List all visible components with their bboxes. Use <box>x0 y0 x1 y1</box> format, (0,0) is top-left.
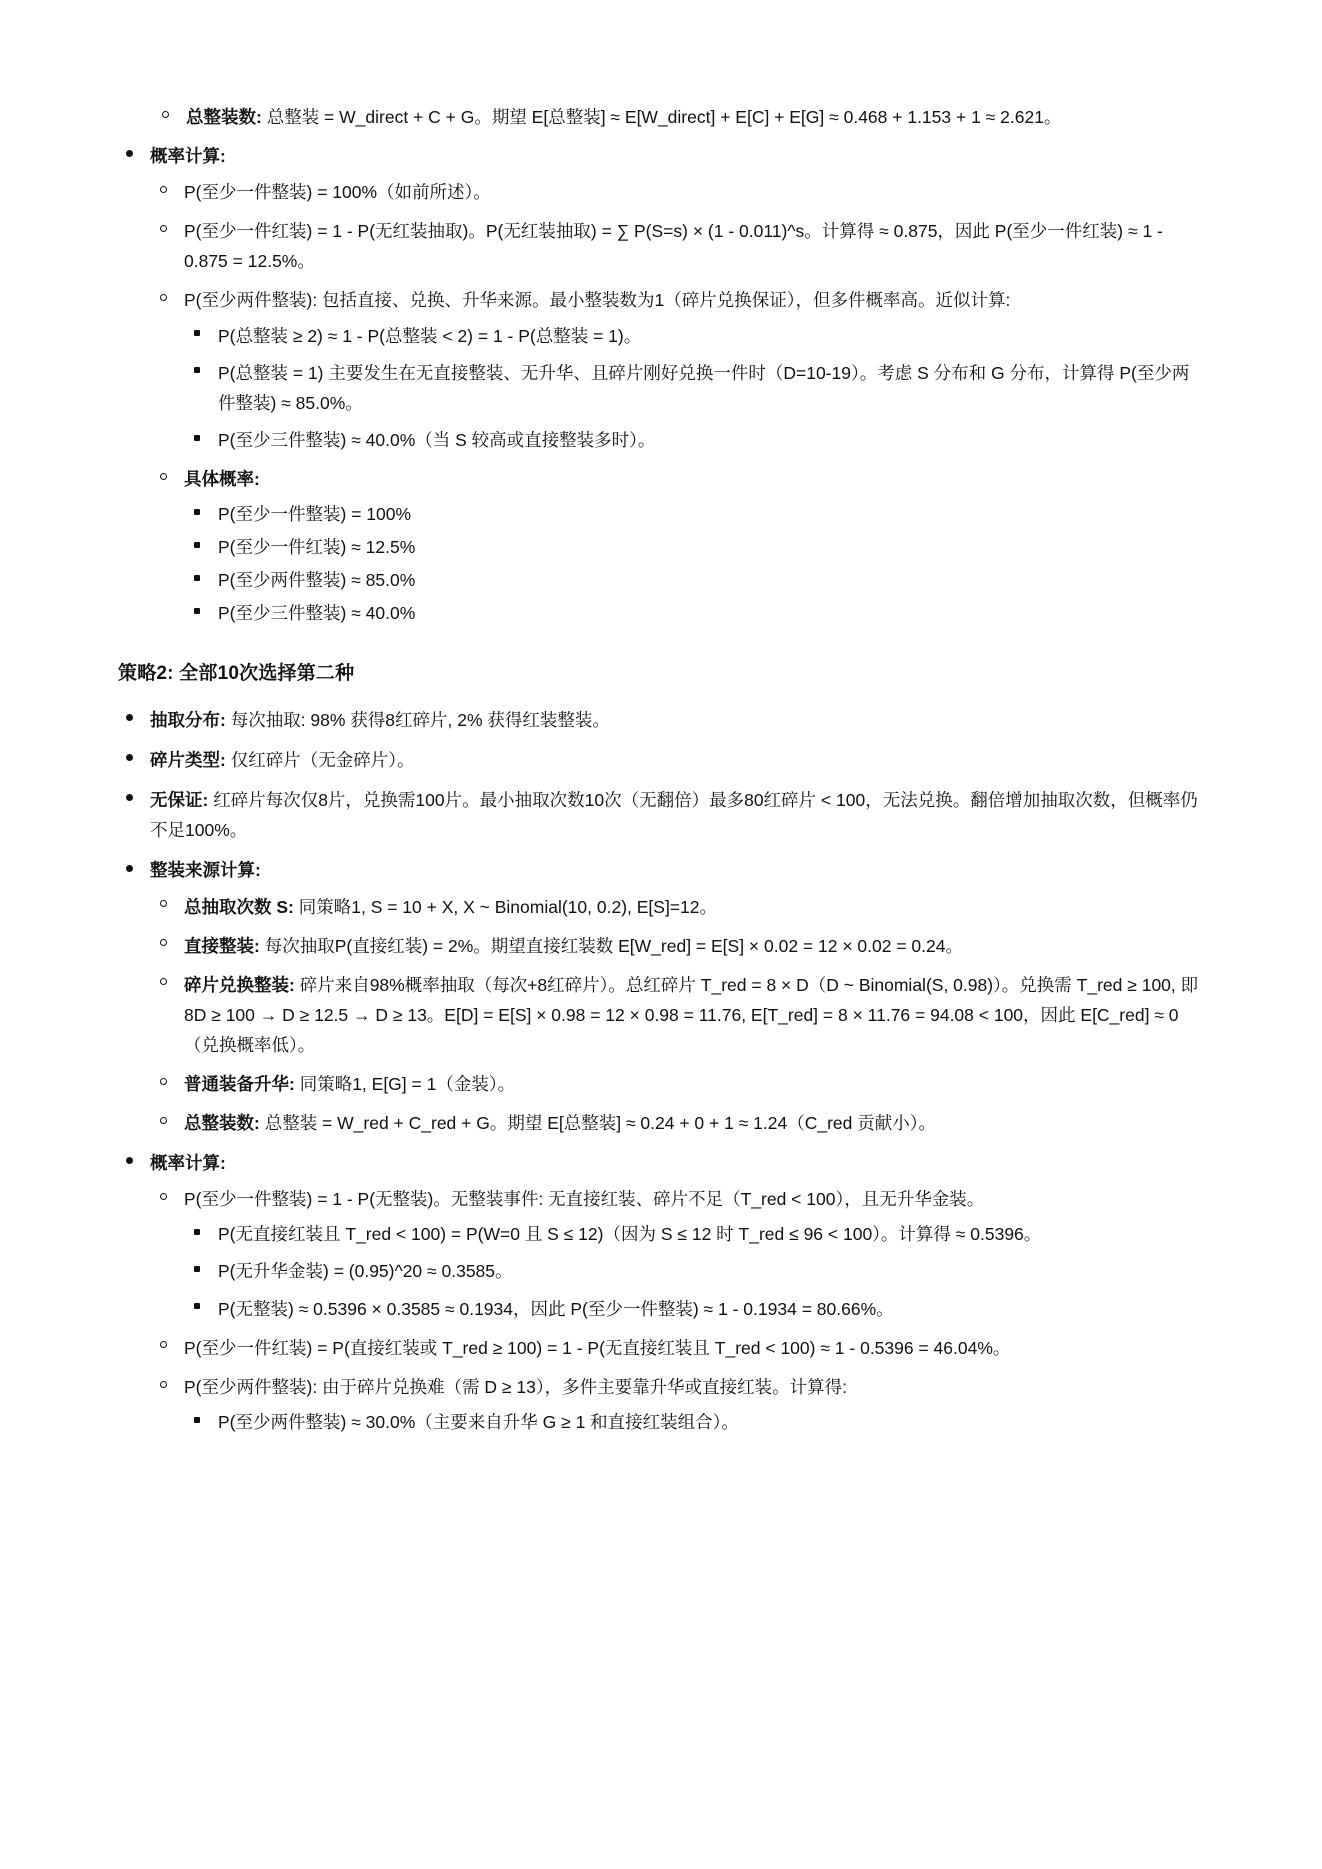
list-item <box>184 532 1204 562</box>
list-item <box>184 358 1204 418</box>
list-item <box>118 141 1204 628</box>
list-item <box>118 785 1204 845</box>
list-item <box>118 745 1204 775</box>
circle-bullet-icon <box>160 1078 167 1085</box>
item-lead: 碎片类型: <box>150 750 226 771</box>
square-bullet-icon <box>194 542 200 548</box>
circle-bullet-icon <box>162 111 169 118</box>
section-heading-strategy2: 策略2: 全部10次选择第二种 <box>118 663 355 685</box>
item-text: 每次抽取P(直接红装) = 2%。期望直接红装数 E[W_red] = E[S] × 0.02 = 12 × 0.02 = 0.24。 <box>259 935 963 956</box>
circle-bullet-icon <box>160 225 167 232</box>
circle-bullet-icon <box>160 1193 167 1200</box>
circle-bullet-icon <box>160 473 167 480</box>
circle-bullet-icon <box>160 1341 167 1348</box>
list-item <box>184 321 1204 351</box>
list-item <box>150 464 1204 628</box>
item-text: P(至少三件整装) ≈ 40.0%（当 S 较高或直接整装多时）。 <box>218 429 656 450</box>
list-item <box>184 1407 1204 1437</box>
list-item <box>150 1184 1204 1323</box>
list-item <box>184 598 1204 628</box>
item-lead: 整装来源计算: <box>150 860 261 881</box>
item-text: P(无直接红装且 T_red < 100) = P(W=0 且 S ≤ 12)（因为 S ≤ 12 时 T_red ≤ 96 < 100）。计算得 ≈ 0.5396。 <box>218 1224 1042 1245</box>
dot-bullet-icon <box>126 865 133 872</box>
probability-sub-sub-list <box>184 321 1204 455</box>
item-text: P(至少一件整装) = 1 - P(无整装)。无整装事件: 无直接红装、碎片不足（T_red < 100），且无升华金装。 <box>184 1189 985 1210</box>
item-lead: 普通装备升华: <box>184 1074 295 1095</box>
item-text: 总整装 = W_direct + C + G。期望 E[总整装] ≈ E[W_direct] + E[C] + E[G] ≈ 0.468 + 1.153 + 1 ≈ 2.621。 <box>261 107 1062 127</box>
item-text: 碎片来自98%概率抽取（每次+8红碎片）。总红碎片 T_red = 8 × D（D ~ Binomial(S, 0.98)）。兑换需 T_red ≥ 100, 即 8D ≥ 100 → D ≥ 12.5 → D ≥ 13。E[D] = E[S] × 0.98 = 12 × 0.98 = 11.76, E[T_red] = 8 × 11.76 = 94.08 < 100，因此 E[C_red] ≈ 0（兑换概率低）。 <box>184 974 1199 1055</box>
item-text: P(至少一件红装) = 1 - P(无红装抽取)。P(无红装抽取) = ∑ P(S=s) × (1 - 0.011)^s。计算得 ≈ 0.875，因此 P(至少一件红装) ≈ 1 - 0.875 = 12.5%。 <box>184 221 1163 272</box>
list-item <box>184 425 1204 455</box>
section-lead: 概率计算: <box>150 146 226 167</box>
item-text: 同策略1, E[G] = 1（金装）。 <box>294 1074 516 1095</box>
list-item <box>152 102 1204 132</box>
square-bullet-icon <box>194 330 200 336</box>
item-lead: 具体概率: <box>184 468 260 489</box>
list-item <box>118 705 1204 735</box>
item-text: 同策略1, S = 10 + X, X ~ Binomial(10, 0.2), E[S]=12。 <box>293 896 717 917</box>
item-text: P(至少一件红装) = P(直接红装或 T_red ≥ 100) = 1 - P(无直接红装且 T_red < 100) ≈ 1 - 0.5396 = 46.04%。 <box>184 1337 1011 1358</box>
list-item <box>150 1069 1204 1099</box>
strategy2-list <box>118 705 1204 1437</box>
item-lead: 总抽取次数 S: <box>184 896 294 917</box>
list-item <box>150 970 1204 1060</box>
square-bullet-icon <box>194 1266 200 1272</box>
item-lead: 无保证: <box>150 790 209 811</box>
square-bullet-icon <box>194 1417 200 1423</box>
square-bullet-icon <box>194 608 200 614</box>
section-lead: 概率计算: <box>150 1153 226 1174</box>
item-lead: 直接整装: <box>184 935 260 956</box>
square-bullet-icon <box>194 435 200 441</box>
item-text: P(至少一件红装) ≈ 12.5% <box>218 537 416 558</box>
list-item <box>184 565 1204 595</box>
source-calculation-list <box>150 892 1204 1139</box>
item-lead: 总整装数: <box>186 107 262 127</box>
item-text: P(总整装 ≥ 2) ≈ 1 - P(总整装 < 2) = 1 - P(总整装 = 1)。 <box>218 325 642 346</box>
item-text: 每次抽取: 98% 获得8红碎片, 2% 获得红装整装。 <box>225 710 610 731</box>
list-item <box>184 1219 1204 1249</box>
probability-detail-list <box>184 1407 1204 1437</box>
dot-bullet-icon <box>126 714 133 721</box>
dot-bullet-icon <box>126 150 133 157</box>
list-item <box>184 1256 1204 1286</box>
item-text: P(无整装) ≈ 0.5396 × 0.3585 ≈ 0.1934，因此 P(至少一件整装) ≈ 1 - 0.1934 = 80.66%。 <box>218 1298 894 1319</box>
square-bullet-icon <box>194 575 200 581</box>
list-item <box>150 892 1204 922</box>
specific-probability-list <box>184 499 1204 628</box>
item-text: P(总整装 = 1) 主要发生在无直接整装、无升华、且碎片刚好兑换一件时（D=10-19）。考虑 S 分布和 G 分布，计算得 P(至少两件整装) ≈ 85.0%。 <box>218 362 1190 413</box>
list-item <box>150 931 1204 961</box>
circle-bullet-icon <box>160 1117 167 1124</box>
item-text: P(至少两件整装) ≈ 30.0%（主要来自升华 G ≥ 1 和直接红装组合）。 <box>218 1411 739 1432</box>
circle-bullet-icon <box>160 186 167 193</box>
item-text: P(无升华金装) = (0.95)^20 ≈ 0.3585。 <box>218 1261 513 1282</box>
dot-bullet-icon <box>126 794 133 801</box>
item-text: 仅红碎片（无金碎片）。 <box>225 750 415 771</box>
probability-section-2 <box>150 1184 1204 1437</box>
circle-bullet-icon <box>160 294 167 301</box>
square-bullet-icon <box>194 367 200 373</box>
circle-bullet-icon <box>160 1381 167 1388</box>
item-lead: 抽取分布: <box>150 710 226 731</box>
list-item <box>118 855 1204 1138</box>
item-text: 红碎片每次仅8片，兑换需100片。最小抽取次数10次（无翻倍）最多80红碎片 < 100，无法兑换。翻倍增加抽取次数，但概率仍不足100%。 <box>150 790 1198 841</box>
top-continued-list <box>152 102 1204 132</box>
square-bullet-icon <box>194 1303 200 1309</box>
circle-bullet-icon <box>160 978 167 985</box>
item-text: P(至少两件整装): 包括直接、兑换、升华来源。最小整装数为1（碎片兑换保证），但多件概率高。近似计算: <box>184 290 1011 311</box>
item-text: P(至少一件整装) = 100%（如前所述）。 <box>184 182 491 203</box>
document-body <box>118 102 1204 1437</box>
item-lead: 碎片兑换整装: <box>184 974 295 995</box>
dot-bullet-icon <box>126 1157 133 1164</box>
probability-section-1 <box>118 141 1204 628</box>
list-item <box>150 1108 1204 1138</box>
list-item <box>118 1148 1204 1437</box>
square-bullet-icon <box>194 1229 200 1235</box>
item-text: P(至少两件整装): 由于碎片兑换难（需 D ≥ 13），多件主要靠升华或直接红装。计算得: <box>184 1376 847 1397</box>
list-item <box>150 285 1204 454</box>
list-item <box>150 177 1204 207</box>
list-item <box>150 1372 1204 1437</box>
square-bullet-icon <box>194 509 200 515</box>
item-lead: 总整装数: <box>184 1113 260 1134</box>
item-text: P(至少一件整装) = 100% <box>218 504 412 525</box>
circle-bullet-icon <box>160 900 167 907</box>
probability-sub-list <box>150 177 1204 628</box>
probability-detail-list <box>184 1219 1204 1323</box>
list-item <box>150 216 1204 276</box>
list-item <box>150 1333 1204 1363</box>
list-item <box>184 1294 1204 1324</box>
circle-bullet-icon <box>160 939 167 946</box>
item-text: P(至少两件整装) ≈ 85.0% <box>218 570 416 591</box>
item-text: 总整装 = W_red + C_red + G。期望 E[总整装] ≈ 0.24 + 0 + 1 ≈ 1.24（C_red 贡献小）。 <box>259 1113 937 1134</box>
list-item <box>184 499 1204 529</box>
dot-bullet-icon <box>126 754 133 761</box>
item-text: P(至少三件整装) ≈ 40.0% <box>218 603 416 624</box>
